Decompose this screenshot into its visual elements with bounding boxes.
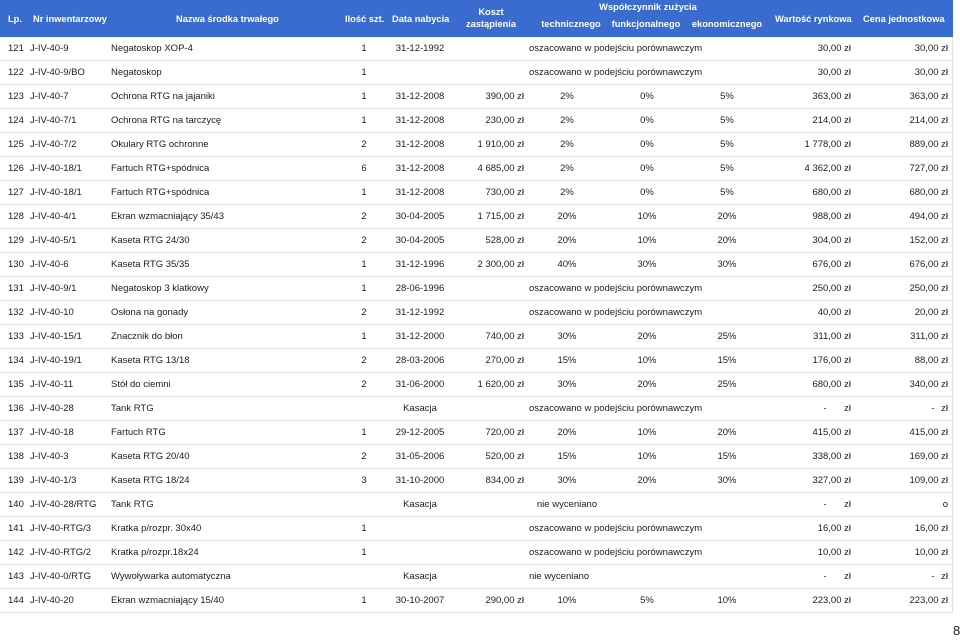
- cell-asset-name: Tank RTG: [111, 499, 154, 510]
- cell-quantity: 2: [361, 307, 367, 318]
- cell-lp: 122: [8, 67, 24, 78]
- cell-market-value: 988,00 zł: [812, 211, 851, 222]
- cell-replacement-cost: 740,00 zł: [485, 331, 524, 342]
- cell-wear-economic: 25%: [717, 331, 737, 342]
- cell-replacement-cost: 4 685,00 zł: [477, 163, 524, 174]
- cell-market-value: 1 778,00 zł: [804, 139, 851, 150]
- cell-asset-name: Tank RTG: [111, 403, 154, 414]
- cell-quantity: 1: [361, 331, 367, 342]
- cell-inventory-number: J-IV-40-7/1: [30, 115, 77, 126]
- table-row: [0, 373, 952, 397]
- cell-asset-name: Kratka p/rozpr. 30x40: [111, 523, 202, 534]
- cell-acquisition-date: 28-06-1996: [395, 283, 445, 294]
- cell-replacement-cost: 528,00 zł: [485, 235, 524, 246]
- cell-inventory-number: J-IV-40-7: [30, 91, 69, 102]
- header-replacement-cost: Koszt: [478, 7, 504, 17]
- cell-replacement-cost: 290,00 zł: [485, 595, 524, 606]
- header-market-value: Wartość rynkowa: [775, 14, 852, 24]
- cell-wear-technical: 10%: [557, 595, 577, 606]
- cell-unit-price: 889,00 zł: [909, 139, 948, 150]
- cell-note: oszacowano w podejściu porównawczym: [529, 523, 703, 534]
- cell-asset-name: Fartuch RTG+spódnica: [111, 187, 210, 198]
- cell-note: oszacowano w podejściu porównawczym: [529, 43, 703, 54]
- cell-inventory-number: J-IV-40-5/1: [30, 235, 77, 246]
- header-lp: Lp.: [8, 14, 22, 24]
- cell-lp: 135: [8, 379, 24, 390]
- table-row: [0, 445, 952, 469]
- cell-lp: 121: [8, 43, 24, 54]
- cell-lp: 134: [8, 355, 24, 366]
- cell-inventory-number: J-IV-40-20: [30, 595, 74, 606]
- cell-unit-price: 363,00 zł: [909, 91, 948, 102]
- cell-replacement-cost: 730,00 zł: [485, 187, 524, 198]
- cell-quantity: 1: [361, 259, 367, 270]
- cell-quantity: 6: [361, 163, 367, 174]
- cell-wear-technical: 15%: [557, 355, 577, 366]
- cell-note: oszacowano w podejściu porównawczym: [529, 283, 703, 294]
- cell-wear-technical: 2%: [560, 115, 574, 126]
- cell-lp: 123: [8, 91, 24, 102]
- cell-acquisition-date: Kasacja: [403, 403, 437, 414]
- cell-replacement-cost: 1 910,00 zł: [477, 139, 524, 150]
- cell-market-value: 30,00 zł: [817, 43, 851, 54]
- cell-wear-functional: 20%: [637, 331, 657, 342]
- cell-wear-economic: 20%: [717, 211, 737, 222]
- cell-asset-name: Kaseta RTG 35/35: [111, 259, 190, 270]
- header-wear-group: Współczynnik zużycia: [599, 2, 697, 12]
- cell-asset-name: Negatoskop 3 klatkowy: [111, 283, 209, 294]
- cell-wear-technical: 20%: [557, 427, 577, 438]
- table-row: [0, 181, 952, 205]
- cell-acquisition-date: 31-12-1992: [395, 307, 445, 318]
- cell-wear-economic: 5%: [720, 115, 734, 126]
- cell-acquisition-date: 31-12-1992: [395, 43, 445, 54]
- cell-lp: 137: [8, 427, 24, 438]
- cell-market-value: 680,00 zł: [812, 379, 851, 390]
- cell-acquisition-date: 28-03-2006: [395, 355, 445, 366]
- table-row: [0, 37, 952, 61]
- cell-asset-name: Wywoływarka automatyczna: [111, 571, 231, 582]
- cell-wear-technical: 40%: [557, 259, 577, 270]
- cell-note: oszacowano w podejściu porównawczym: [529, 547, 703, 558]
- cell-market-value: 680,00 zł: [812, 187, 851, 198]
- cell-market-value: - zł: [823, 403, 851, 414]
- cell-lp: 140: [8, 499, 24, 510]
- cell-inventory-number: J-IV-40-0/RTG: [30, 571, 92, 582]
- cell-replacement-cost: 1 620,00 zł: [477, 379, 524, 390]
- cell-wear-economic: 25%: [717, 379, 737, 390]
- cell-asset-name: Fartuch RTG+spódnica: [111, 163, 210, 174]
- page-number: 8: [953, 623, 960, 638]
- cell-wear-functional: 10%: [637, 355, 657, 366]
- cell-quantity: 2: [361, 235, 367, 246]
- cell-lp: 133: [8, 331, 24, 342]
- cell-replacement-cost: 1 715,00 zł: [477, 211, 524, 222]
- cell-acquisition-date: 30-10-2007: [395, 595, 445, 606]
- cell-unit-price: 494,00 zł: [909, 211, 948, 222]
- cell-unit-price: 214,00 zł: [909, 115, 948, 126]
- cell-wear-economic: 30%: [717, 259, 737, 270]
- table-row: [0, 421, 952, 445]
- cell-market-value: 311,00 zł: [813, 331, 851, 342]
- cell-market-value: 223,00 zł: [812, 595, 851, 606]
- cell-asset-name: Kaseta RTG 18/24: [111, 475, 190, 486]
- cell-acquisition-date: 31-05-2006: [395, 451, 445, 462]
- cell-replacement-cost: 230,00 zł: [485, 115, 524, 126]
- cell-quantity: 2: [361, 211, 367, 222]
- cell-quantity: 1: [361, 547, 367, 558]
- cell-unit-price: 250,00 zł: [909, 283, 948, 294]
- cell-wear-economic: 5%: [720, 91, 734, 102]
- cell-lp: 139: [8, 475, 24, 486]
- cell-wear-technical: 20%: [557, 211, 577, 222]
- cell-lp: 132: [8, 307, 24, 318]
- cell-market-value: 40,00 zł: [817, 307, 851, 318]
- cell-lp: 130: [8, 259, 24, 270]
- table-row: [0, 565, 952, 589]
- cell-asset-name: Kratka p/rozpr.18x24: [111, 547, 199, 558]
- cell-unit-price: o: [942, 499, 948, 510]
- cell-wear-functional: 0%: [640, 91, 654, 102]
- cell-market-value: - zł: [823, 571, 851, 582]
- table-row: [0, 301, 952, 325]
- cell-wear-functional: 30%: [637, 259, 657, 270]
- cell-lp: 138: [8, 451, 24, 462]
- cell-wear-functional: 20%: [637, 475, 657, 486]
- cell-asset-name: Stół do ciemni: [111, 379, 171, 390]
- cell-acquisition-date: 31-12-2000: [395, 331, 445, 342]
- cell-market-value: 363,00 zł: [812, 91, 851, 102]
- cell-acquisition-date: 30-04-2005: [395, 211, 445, 222]
- cell-inventory-number: J-IV-40-1/3: [30, 475, 77, 486]
- table-row: [0, 469, 952, 493]
- cell-quantity: 3: [361, 475, 367, 486]
- cell-market-value: 10,00 zł: [817, 547, 851, 558]
- header-wear-functional: funkcjonalnego: [611, 19, 681, 29]
- cell-unit-price: 415,00 zł: [909, 427, 948, 438]
- cell-acquisition-date: 31-12-2008: [395, 115, 445, 126]
- cell-inventory-number: J-IV-40-15/1: [30, 331, 82, 342]
- cell-unit-price: 30,00 zł: [914, 43, 948, 54]
- cell-asset-name: Kaseta RTG 20/40: [111, 451, 190, 462]
- cell-market-value: 415,00 zł: [812, 427, 851, 438]
- cell-lp: 141: [8, 523, 24, 534]
- cell-market-value: 327,00 zł: [812, 475, 851, 486]
- cell-inventory-number: J-IV-40-18/1: [30, 163, 82, 174]
- cell-wear-technical: 20%: [557, 235, 577, 246]
- table-row: [0, 325, 952, 349]
- cell-lp: 143: [8, 571, 24, 582]
- cell-unit-price: 30,00 zł: [914, 67, 948, 78]
- cell-quantity: 1: [361, 283, 367, 294]
- cell-unit-price: 727,00 zł: [909, 163, 948, 174]
- cell-acquisition-date: 31-12-2008: [395, 187, 445, 198]
- cell-inventory-number: J-IV-40-7/2: [30, 139, 77, 150]
- header-inventory-number: Nr inwentarzowy: [33, 14, 107, 24]
- cell-unit-price: 152,00 zł: [909, 235, 948, 246]
- cell-unit-price: - zł: [931, 571, 948, 582]
- cell-inventory-number: J-IV-40-18: [30, 427, 74, 438]
- cell-inventory-number: J-IV-40-28/RTG: [30, 499, 97, 510]
- cell-replacement-cost: 2 300,00 zł: [477, 259, 524, 270]
- cell-wear-functional: 0%: [640, 115, 654, 126]
- cell-wear-technical: nie wyceniano: [536, 499, 598, 510]
- cell-inventory-number: J-IV-40-RTG/2: [30, 547, 92, 558]
- table-row: [0, 277, 952, 301]
- cell-wear-economic: 5%: [720, 187, 734, 198]
- cell-wear-functional: 0%: [640, 139, 654, 150]
- table-row: [0, 493, 952, 517]
- cell-wear-functional: 10%: [637, 211, 657, 222]
- table-row: [0, 397, 952, 421]
- cell-quantity: 1: [361, 427, 367, 438]
- cell-asset-name: Fartuch RTG: [111, 427, 166, 438]
- cell-asset-name: Kaseta RTG 24/30: [111, 235, 190, 246]
- cell-wear-economic: 10%: [717, 595, 737, 606]
- cell-wear-functional: 10%: [637, 451, 657, 462]
- cell-inventory-number: J-IV-40-9: [30, 43, 69, 54]
- cell-lp: 125: [8, 139, 24, 150]
- cell-asset-name: Okulary RTG ochronne: [111, 139, 209, 150]
- cell-inventory-number: J-IV-40-28: [30, 403, 74, 414]
- cell-market-value: 4 362,00 zł: [804, 163, 851, 174]
- cell-market-value: 30,00 zł: [817, 67, 851, 78]
- cell-unit-price: - zł: [931, 403, 948, 414]
- cell-quantity: 1: [361, 187, 367, 198]
- cell-asset-name: Negatoskop XOP-4: [111, 43, 193, 54]
- table-row: [0, 349, 952, 373]
- table-row: [0, 229, 952, 253]
- cell-unit-price: 676,00 zł: [909, 259, 948, 270]
- cell-market-value: 16,00 zł: [817, 523, 851, 534]
- table-row: [0, 541, 952, 565]
- cell-unit-price: 223,00 zł: [909, 595, 948, 606]
- cell-wear-functional: 5%: [640, 595, 654, 606]
- cell-replacement-cost: 834,00 zł: [485, 475, 524, 486]
- cell-market-value: 338,00 zł: [812, 451, 851, 462]
- cell-quantity: 1: [361, 67, 367, 78]
- cell-wear-functional: 10%: [637, 427, 657, 438]
- header-wear-economic: ekonomicznego: [691, 19, 763, 29]
- table-row: [0, 205, 952, 229]
- cell-asset-name: Osłona na gonady: [111, 307, 189, 318]
- table-header: [0, 0, 953, 37]
- cell-market-value: 304,00 zł: [812, 235, 851, 246]
- cell-wear-economic: 5%: [720, 163, 734, 174]
- cell-asset-name: Znacznik do błon: [111, 331, 183, 342]
- table-row: [0, 157, 952, 181]
- cell-wear-functional: 10%: [637, 235, 657, 246]
- header-asset-name: Nazwa środka trwałego: [176, 14, 279, 24]
- cell-asset-name: Kaseta RTG 13/18: [111, 355, 190, 366]
- cell-wear-technical: 2%: [560, 163, 574, 174]
- cell-lp: 128: [8, 211, 24, 222]
- cell-acquisition-date: Kasacja: [403, 499, 437, 510]
- cell-quantity: 1: [361, 115, 367, 126]
- cell-wear-economic: 15%: [717, 355, 737, 366]
- cell-lp: 144: [8, 595, 24, 606]
- cell-wear-economic: 30%: [717, 475, 737, 486]
- cell-acquisition-date: 31-12-1996: [395, 259, 445, 270]
- header-wear-technical: technicznego: [541, 19, 601, 29]
- cell-unit-price: 109,00 zł: [909, 475, 948, 486]
- table-body: [0, 37, 953, 613]
- cell-replacement-cost: 270,00 zł: [485, 355, 524, 366]
- cell-quantity: 2: [361, 355, 367, 366]
- cell-market-value: 676,00 zł: [812, 259, 851, 270]
- cell-quantity: 2: [361, 139, 367, 150]
- cell-wear-economic: 20%: [717, 427, 737, 438]
- cell-lp: 129: [8, 235, 24, 246]
- cell-lp: 126: [8, 163, 24, 174]
- cell-asset-name: Ekran wzmacniający 15/40: [111, 595, 224, 606]
- cell-unit-price: 340,00 zł: [909, 379, 948, 390]
- cell-quantity: 2: [361, 451, 367, 462]
- cell-replacement-cost: 720,00 zł: [485, 427, 524, 438]
- cell-unit-price: 16,00 zł: [914, 523, 948, 534]
- cell-unit-price: 680,00 zł: [909, 187, 948, 198]
- cell-acquisition-date: 31-12-2008: [395, 139, 445, 150]
- cell-inventory-number: J-IV-40-6: [30, 259, 69, 270]
- cell-inventory-number: J-IV-40-18/1: [30, 187, 82, 198]
- header-unit-price: Cena jednostkowa: [863, 14, 945, 24]
- cell-inventory-number: J-IV-40-10: [30, 307, 74, 318]
- cell-wear-technical: 2%: [560, 91, 574, 102]
- cell-replacement-cost: 390,00 zł: [485, 91, 524, 102]
- cell-market-value: 176,00 zł: [812, 355, 851, 366]
- cell-acquisition-date: 31-06-2000: [395, 379, 445, 390]
- cell-inventory-number: J-IV-40-19/1: [30, 355, 82, 366]
- cell-asset-name: Ochrona RTG na jajaniki: [111, 91, 215, 102]
- cell-market-value: 214,00 zł: [812, 115, 851, 126]
- table-row: [0, 85, 952, 109]
- cell-quantity: 1: [361, 91, 367, 102]
- cell-acquisition-date: 31-10-2000: [395, 475, 445, 486]
- cell-asset-name: Ekran wzmacniający 35/43: [111, 211, 224, 222]
- cell-unit-price: 311,00 zł: [910, 331, 948, 342]
- cell-acquisition-date: 30-04-2005: [395, 235, 445, 246]
- cell-asset-name: Negatoskop: [111, 67, 162, 78]
- table-row: [0, 61, 952, 85]
- cell-inventory-number: J-IV-40-9/1: [30, 283, 77, 294]
- table-row: [0, 133, 952, 157]
- cell-acquisition-date: 29-12-2005: [395, 427, 445, 438]
- cell-note: oszacowano w podejściu porównawczym: [529, 403, 703, 414]
- cell-market-value: 250,00 zł: [812, 283, 851, 294]
- cell-wear-economic: 15%: [717, 451, 737, 462]
- cell-quantity: 1: [361, 523, 367, 534]
- cell-note: oszacowano w podejściu porównawczym: [529, 67, 703, 78]
- cell-market-value: - zł: [823, 499, 851, 510]
- cell-wear-technical: 2%: [560, 187, 574, 198]
- cell-acquisition-date: 31-12-2008: [395, 91, 445, 102]
- header-quantity: Ilość szt.: [345, 14, 385, 24]
- table-row: [0, 253, 952, 277]
- cell-inventory-number: J-IV-40-9/BO: [30, 67, 85, 78]
- cell-replacement-cost: 520,00 zł: [485, 451, 524, 462]
- table-row: [0, 589, 952, 613]
- cell-inventory-number: J-IV-40-3: [30, 451, 69, 462]
- header-replacement-cost-2: zastąpienia: [465, 19, 517, 29]
- cell-note: oszacowano w podejściu porównawczym: [529, 307, 703, 318]
- cell-acquisition-date: 31-12-2008: [395, 163, 445, 174]
- cell-wear-economic: 20%: [717, 235, 737, 246]
- cell-lp: 136: [8, 403, 24, 414]
- cell-lp: 127: [8, 187, 24, 198]
- cell-acquisition-date: Kasacja: [403, 571, 437, 582]
- cell-quantity: 2: [361, 379, 367, 390]
- cell-wear-technical: 30%: [557, 379, 577, 390]
- cell-unit-price: 10,00 zł: [914, 547, 948, 558]
- cell-inventory-number: J-IV-40-RTG/3: [30, 523, 92, 534]
- cell-note: nie wyceniano: [529, 571, 590, 582]
- cell-wear-technical: 15%: [557, 451, 577, 462]
- cell-wear-functional: 20%: [637, 379, 657, 390]
- cell-wear-technical: 30%: [557, 475, 577, 486]
- table-row: [0, 517, 952, 541]
- cell-unit-price: 169,00 zł: [909, 451, 948, 462]
- cell-lp: 142: [8, 547, 24, 558]
- cell-asset-name: Ochrona RTG na tarczycę: [111, 115, 222, 126]
- cell-wear-functional: 0%: [640, 163, 654, 174]
- cell-lp: 124: [8, 115, 24, 126]
- cell-lp: 131: [8, 283, 24, 294]
- cell-unit-price: 20,00 zł: [914, 307, 948, 318]
- cell-unit-price: 88,00 zł: [914, 355, 948, 366]
- cell-quantity: 1: [361, 43, 367, 54]
- table-row: [0, 109, 952, 133]
- cell-quantity: 1: [361, 595, 367, 606]
- cell-wear-economic: 5%: [720, 139, 734, 150]
- cell-inventory-number: J-IV-40-11: [30, 379, 74, 390]
- cell-wear-technical: 30%: [557, 331, 577, 342]
- cell-inventory-number: J-IV-40-4/1: [30, 211, 77, 222]
- cell-wear-functional: 0%: [640, 187, 654, 198]
- cell-wear-technical: 2%: [560, 139, 574, 150]
- header-acquisition-date: Data nabycia: [392, 14, 450, 24]
